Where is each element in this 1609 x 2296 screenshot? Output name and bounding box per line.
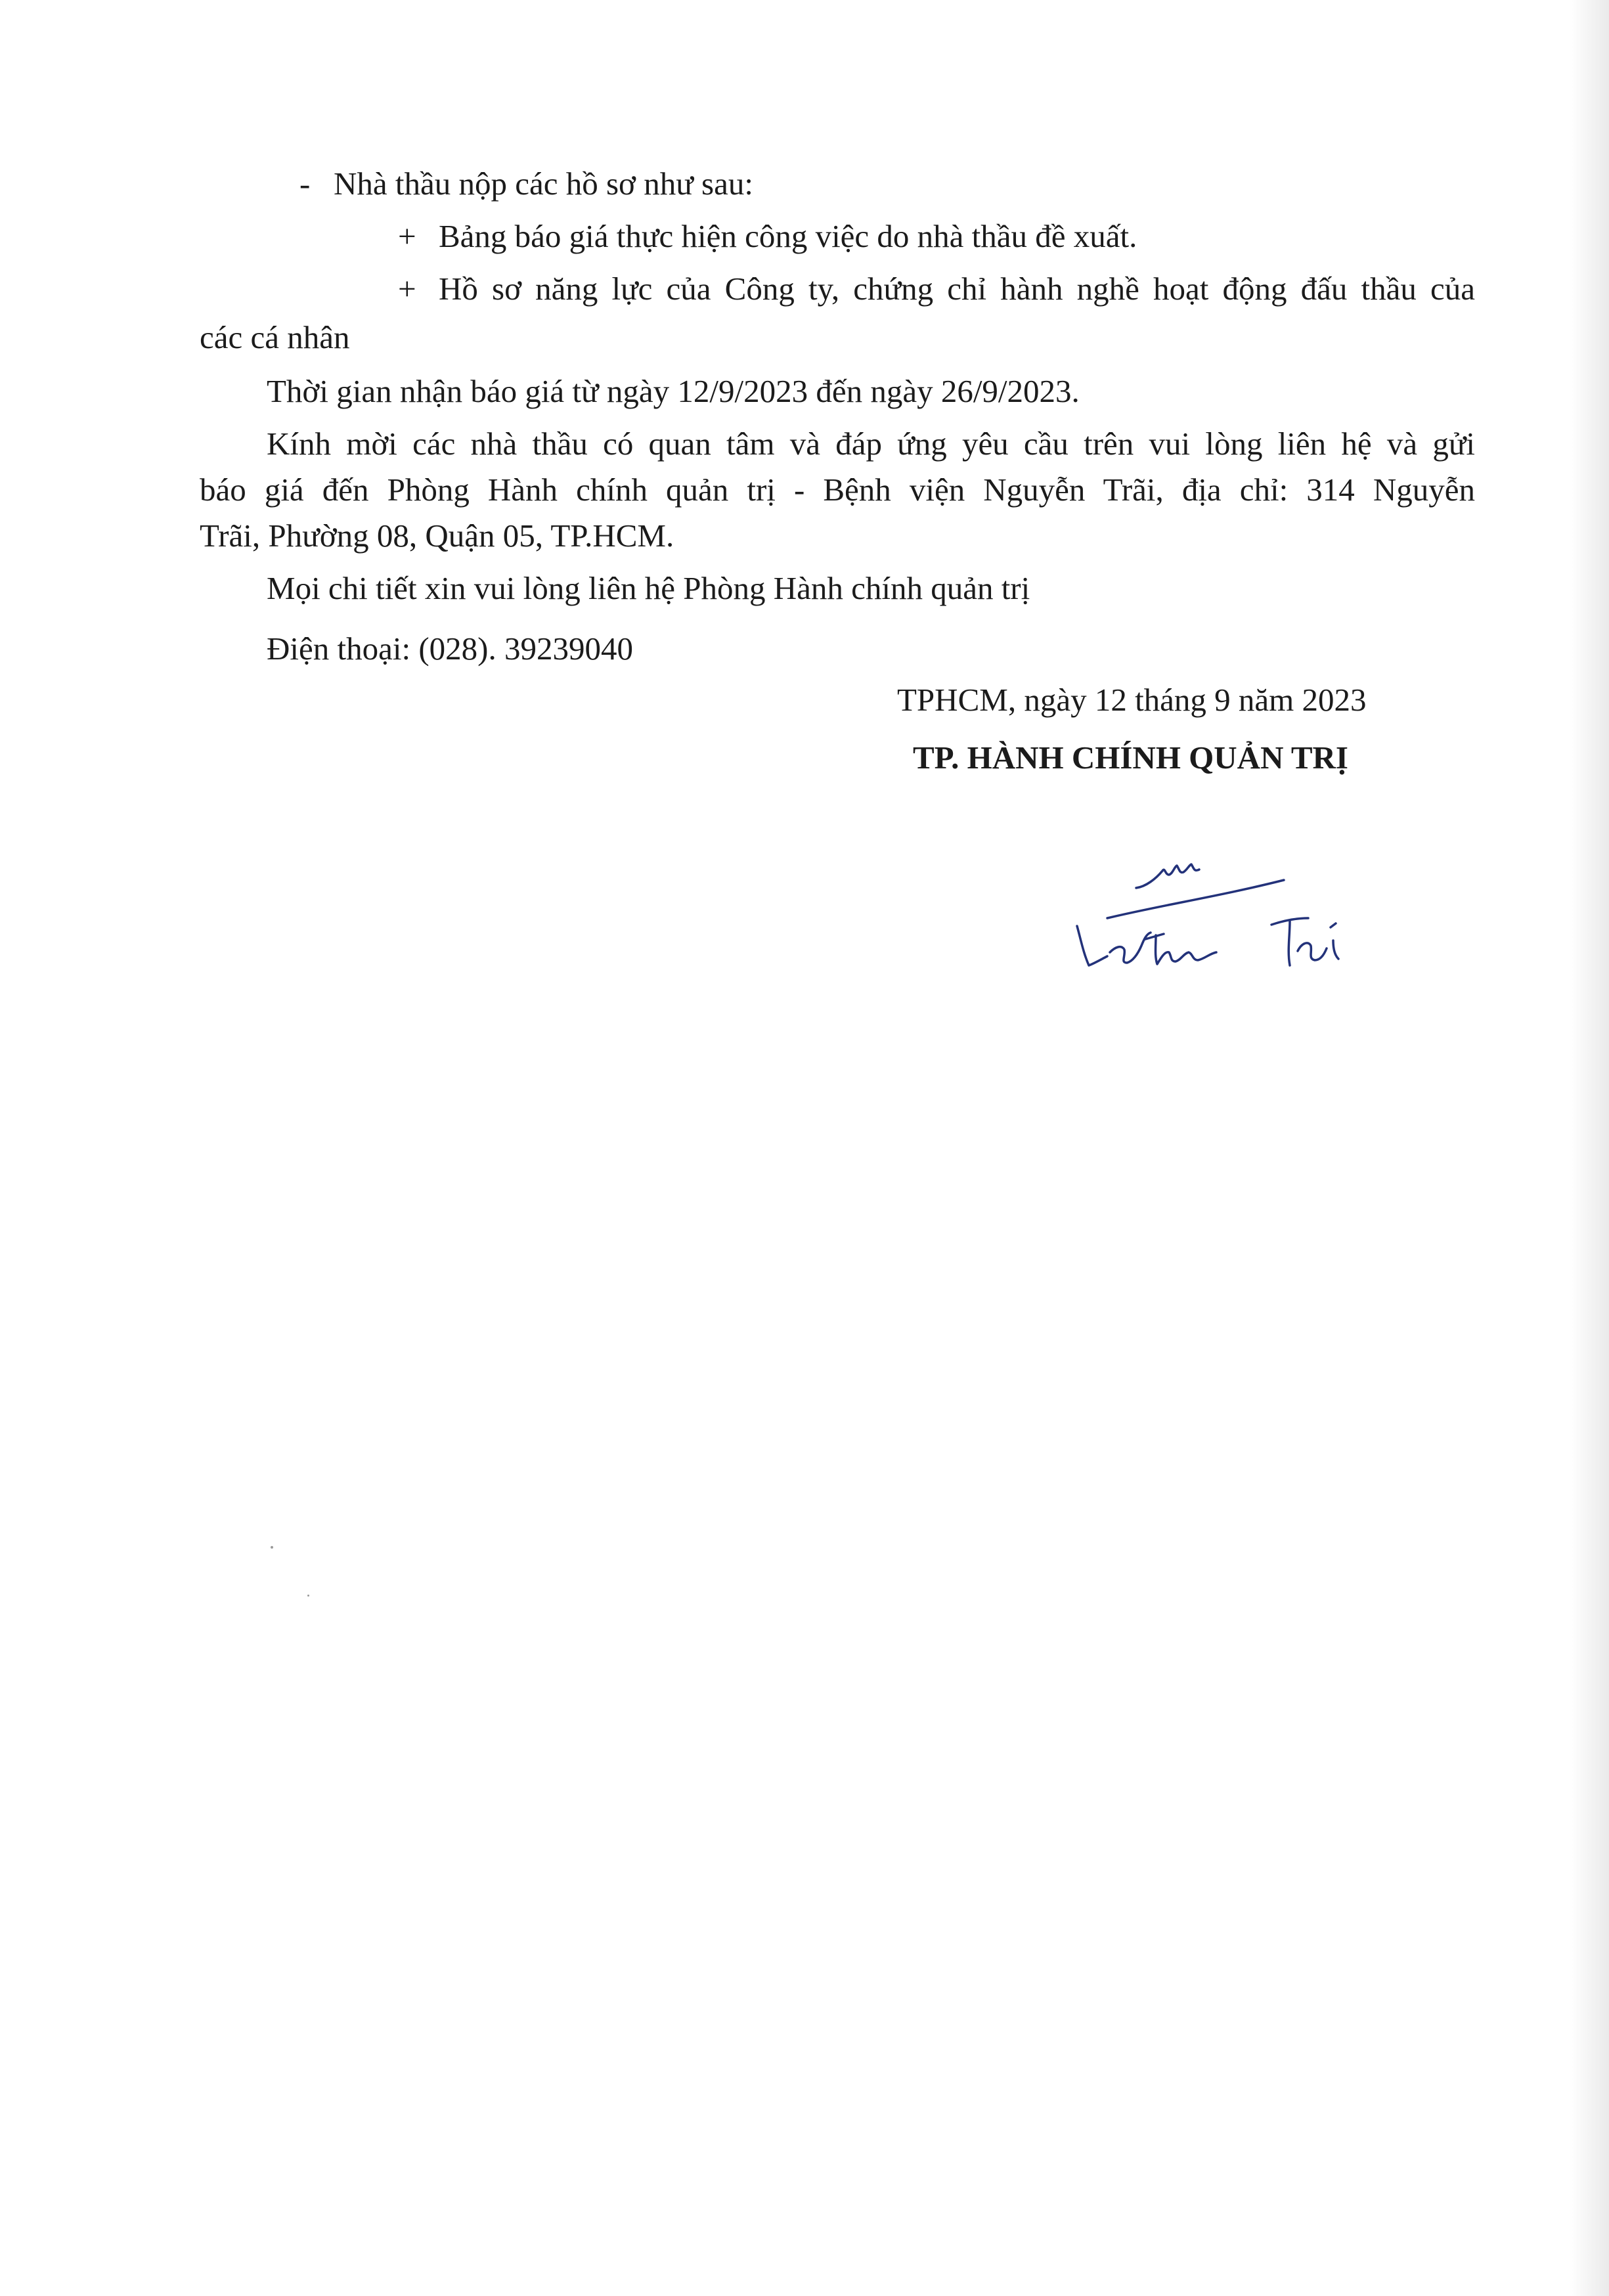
- invitation-line-2: báo giá đến Phòng Hành chính quản trị - Bệnh viện Nguyễn Trãi, địa chỉ: 314 Nguyễn: [200, 472, 1475, 508]
- invitation-line-3: Trãi, Phường 08, Quận 05, TP.HCM.: [200, 518, 674, 554]
- scan-edge-shadow: [1570, 0, 1609, 2296]
- handwritten-signature: [1064, 841, 1366, 998]
- sub-item-continuation: các cá nhân: [200, 319, 350, 355]
- bullet-intro-text: Nhà thầu nộp các hồ sơ như sau:: [334, 166, 753, 202]
- invitation-line-1: Kính mời các nhà thầu có quan tâm và đáp ứng yêu cầu trên vui lòng liên hệ và gửi: [267, 426, 1475, 462]
- phone-number: Điện thoại: (028). 39239040: [267, 630, 633, 667]
- place-date: TPHCM, ngày 12 tháng 9 năm 2023: [897, 682, 1367, 718]
- scan-speck: [307, 1595, 309, 1597]
- receipt-period: Thời gian nhận báo giá từ ngày 12/9/2023 đến ngày 26/9/2023.: [267, 373, 1080, 409]
- contact-note: Mọi chi tiết xin vui lòng liên hệ Phòng Hành chính quản trị: [267, 570, 1030, 606]
- sub-item-text: Bảng báo giá thực hiện công việc do nhà thầu đề xuất.: [439, 218, 1137, 254]
- sub-item-text: Hồ sơ năng lực của Công ty, chứng chỉ hành nghề hoạt động đấu thầu của: [439, 271, 1475, 307]
- bullet-marker: -: [299, 166, 311, 202]
- sub-item-marker: +: [398, 218, 416, 254]
- signer-title: TP. HÀNH CHÍNH QUẢN TRỊ: [913, 740, 1348, 776]
- sub-item-marker: +: [398, 271, 416, 307]
- scan-speck: [271, 1546, 273, 1549]
